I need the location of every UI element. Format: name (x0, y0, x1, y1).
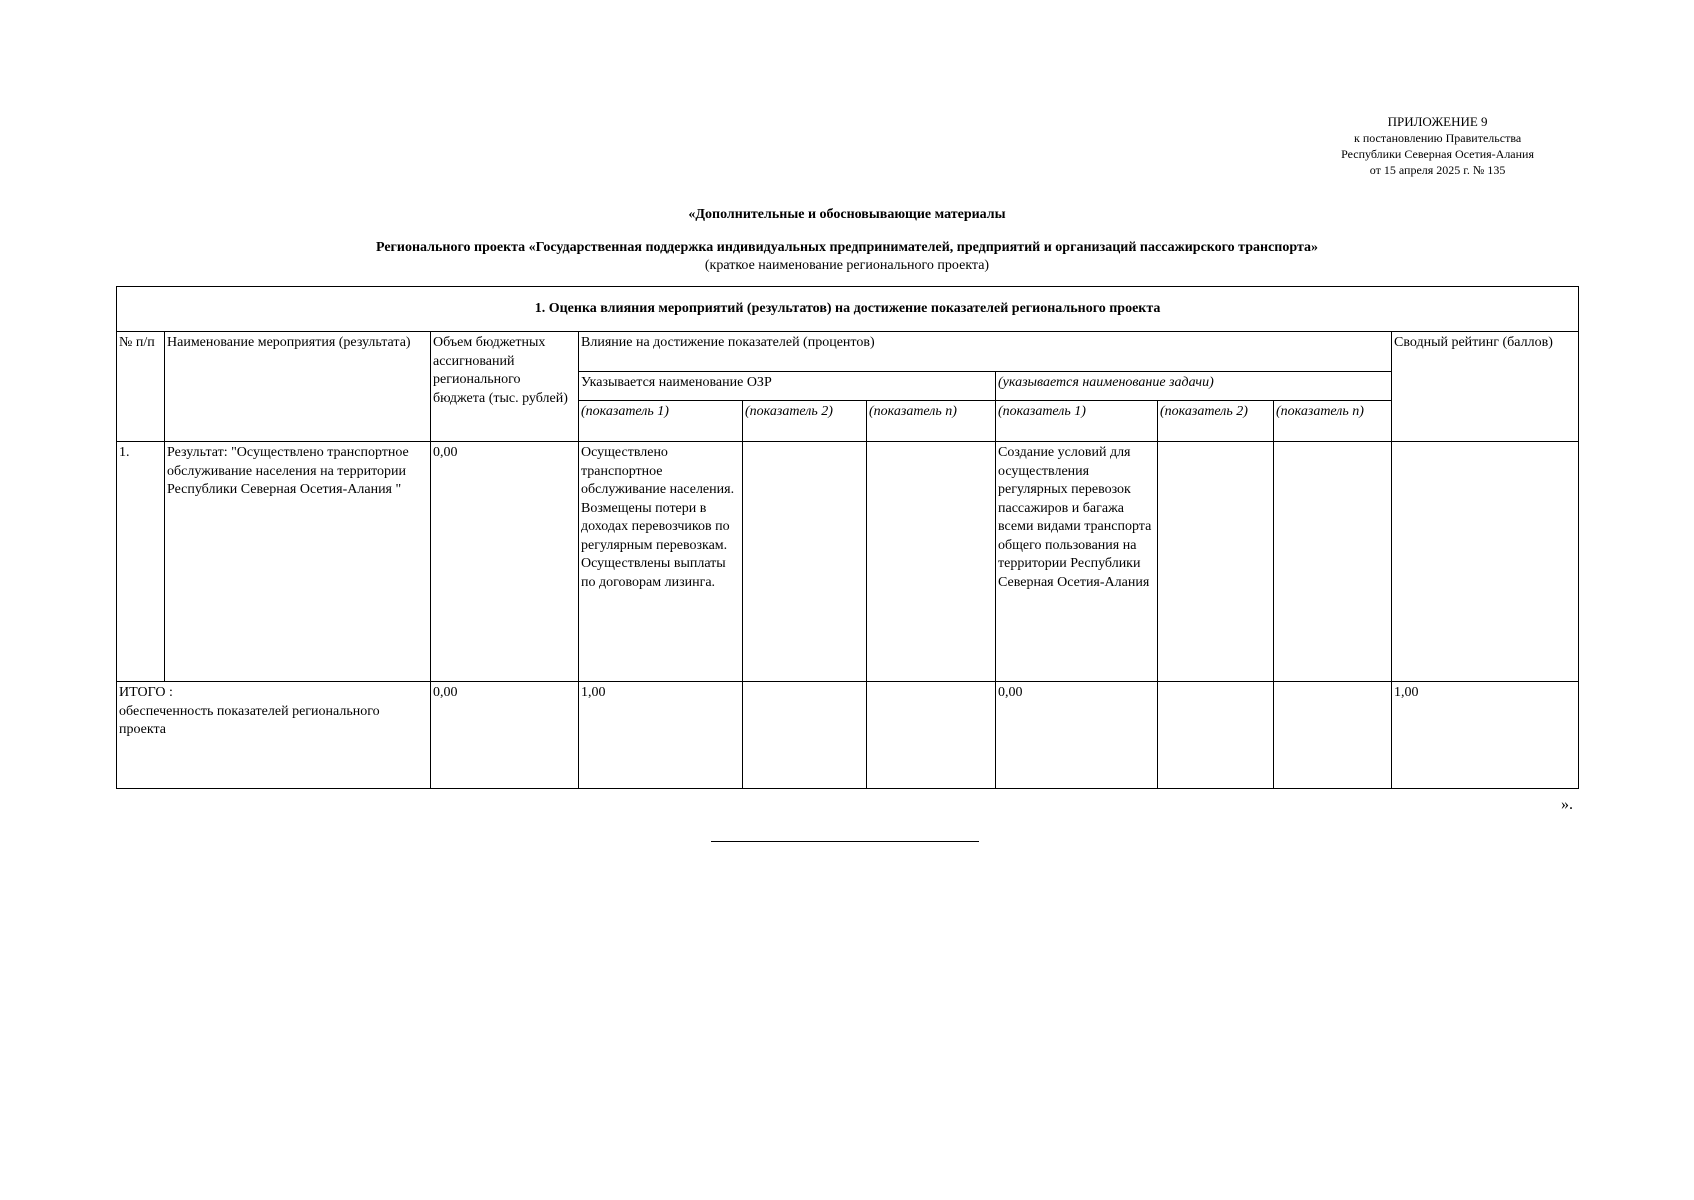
appendix-line: Республики Северная Осетия-Алания (1341, 147, 1534, 161)
appendix-line: к постановлению Правительства (1353, 131, 1522, 145)
row-task-indicator-2 (1158, 442, 1274, 682)
header-ozr-indicator-2: (показатель 2) (743, 401, 867, 442)
total-rating: 1,00 (1392, 682, 1579, 789)
project-block (0, 239, 1694, 275)
closing-mark: ». (1561, 796, 1573, 813)
header-task-indicator-2: (показатель 2) (1158, 401, 1274, 442)
total-budget: 0,00 (431, 682, 579, 789)
total-task-indicator-n (1274, 682, 1392, 789)
row-budget: 0,00 (431, 442, 579, 682)
header-rating: Сводный рейтинг (баллов) (1392, 332, 1579, 442)
header-budget: Объем бюджетных ассигнований регионального бюджета (тыс. рублей) (431, 332, 579, 442)
document-title: «Дополнительные и обосновывающие материалы (688, 207, 1006, 222)
header-ozr-indicator-n: (показатель n) (867, 401, 996, 442)
header-task-indicator-n: (показатель n) (1274, 401, 1392, 442)
header-ozr: Указывается наименование ОЗР (579, 372, 996, 401)
row-task-indicator-n (1274, 442, 1392, 682)
row-ozr-indicator-1: Осуществлено транспортное обслуживание населения. Возмещены потери в доходах перевозчиков по регулярным перевозкам. Осуществлены выплаты по договорам лизинга. (579, 442, 743, 682)
total-ozr-indicator-2 (743, 682, 867, 789)
row-name: Результат: "Осуществлено транспортное обслуживание населения на территории Республики Северная Осетия-Алания " (165, 442, 431, 682)
row-task-indicator-1: Создание условий для осуществления регулярных перевозок пассажиров и багажа всеми видами транспорта общего пользования на территории Республики Северная Осетия-Алания (996, 442, 1158, 682)
appendix-block (1341, 114, 1534, 178)
row-ozr-indicator-n (867, 442, 996, 682)
appendix-date: от 15 апреля 2025 г. № 135 (1369, 163, 1506, 177)
header-task-indicator-1: (показатель 1) (996, 401, 1158, 442)
total-task-indicator-2 (1158, 682, 1274, 789)
header-name: Наименование мероприятия (результата) (165, 332, 431, 442)
row-num: 1. (117, 442, 165, 682)
header-task: (указывается наименование задачи) (996, 372, 1392, 401)
header-influence: Влияние на достижение показателей (процентов) (579, 332, 1392, 372)
total-task-indicator-1: 0,00 (996, 682, 1158, 789)
row-ozr-indicator-2 (743, 442, 867, 682)
header-num: № п/п (117, 332, 165, 442)
divider-line (711, 841, 979, 842)
assessment-table (116, 286, 1579, 789)
total-row (117, 682, 1579, 789)
total-ozr-indicator-1: 1,00 (579, 682, 743, 789)
project-name: Регионального проекта «Государственная поддержка индивидуальных предпринимателей, предприятий и организаций пассажирского транспорта» (375, 240, 1319, 255)
project-caption: (краткое наименование регионального проекта) (704, 258, 990, 273)
appendix-title: ПРИЛОЖЕНИЕ 9 (1387, 114, 1488, 129)
total-ozr-indicator-n (867, 682, 996, 789)
section-title: 1. Оценка влияния мероприятий (результатов) на достижение показателей регионального проекта (117, 287, 1579, 332)
table-row (117, 442, 1579, 682)
total-label: ИТОГО : обеспеченность показателей регионального проекта (117, 682, 431, 789)
row-rating (1392, 442, 1579, 682)
header-ozr-indicator-1: (показатель 1) (579, 401, 743, 442)
